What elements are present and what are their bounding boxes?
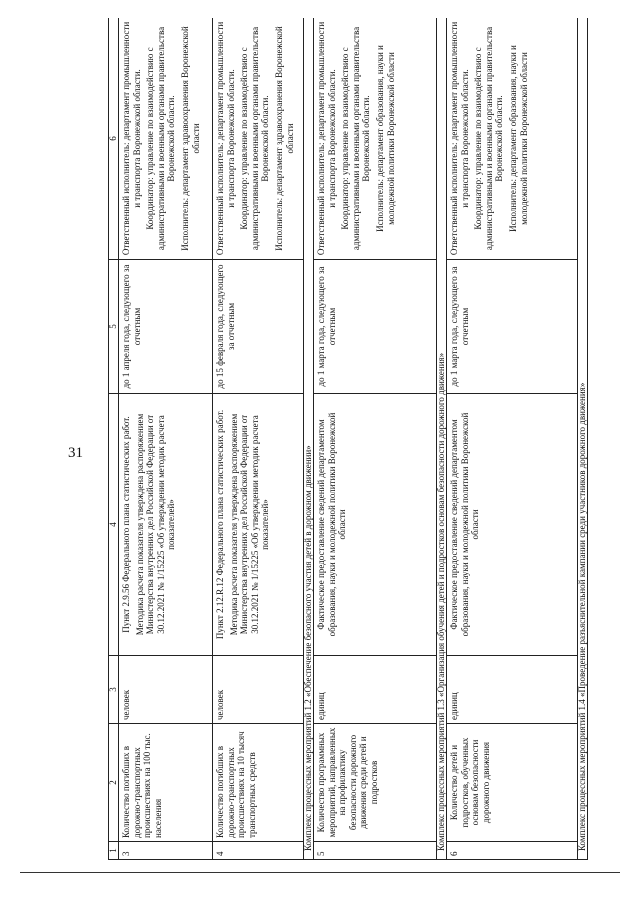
row-number: 5	[314, 842, 437, 860]
method-paragraph: Фактическое предоставление сведений департаментом образования, науки и молодежной политики Воронежской области	[449, 412, 481, 637]
table-row	[119, 18, 213, 860]
section-row	[304, 18, 314, 860]
responsible-paragraph: Исполнитель: департамент образования, науки и молодежной политики Воронежской области	[375, 45, 396, 232]
section-row	[578, 18, 588, 860]
indicator-name: Количество погибших в дорожно-транспортных происшествиях на 100 тыс. населения	[119, 724, 213, 842]
row-number: 3	[119, 842, 213, 860]
section-heading: Комплекс процессных мероприятий 1.2 «Обеспечение безопасного участия детей в дорожном движении»	[304, 18, 314, 860]
method-paragraph: Методика расчета показателя утверждена распоряжением Министерства внутренних дел Российской Федерации от 30.12.2021 № 1/15225 «Об утверждении методик расчета показателей»	[134, 413, 177, 636]
method-paragraph: Фактическое предоставление сведений департаментом образования, науки и молодежной политики Воронежской области	[316, 412, 348, 637]
deadline-cell: до 15 февраля года, следующего за отчетным	[213, 260, 304, 394]
responsible-cell	[447, 18, 578, 260]
unit-cell: человек	[213, 656, 304, 724]
header-cell: 4	[109, 394, 119, 656]
unit-cell: человек	[119, 656, 213, 724]
method-paragraph: Пункт 2.9.56 Федерального плана статистических работ.	[121, 416, 131, 633]
table-row	[314, 18, 437, 860]
method-cell	[314, 394, 437, 656]
responsible-paragraph: Исполнитель: департамент здравоохранения Воронежской области	[180, 26, 201, 251]
responsible-paragraph: Ответственный исполнитель: департамент промышленности и транспорта Воронежской области.	[316, 21, 337, 256]
responsible-paragraph: Ответственный исполнитель: департамент промышленности и транспорта Воронежской области.	[215, 21, 236, 256]
deadline-cell: до 1 апреля года, следующего за отчетным	[119, 260, 213, 394]
page-number: 31	[68, 445, 83, 461]
responsible-paragraph: Координатор: управление по взаимодействию с административными и военными органами правительства Воронежской области.	[145, 26, 177, 251]
responsible-paragraph: Координатор: управление по взаимодействию с административными и военными органами правительства Воронежской области.	[340, 26, 372, 251]
section-row	[437, 18, 447, 860]
responsible-paragraph: Ответственный исполнитель: департамент промышленности и транспорта Воронежской области.	[449, 21, 470, 256]
responsible-paragraph: Ответственный исполнитель: департамент промышленности и транспорта Воронежской области.	[121, 21, 142, 256]
header-cell: 1	[109, 842, 119, 860]
method-paragraph: Пункт 2.12.R.12 Федерального плана статистических работ.	[215, 409, 225, 640]
responsible-paragraph: Исполнитель: департамент образования, науки и молодежной политики Воронежской области	[508, 45, 529, 232]
indicator-name: Количество детей и подростков, обученных основам безопасности дорожного движения	[447, 724, 578, 842]
header-cell: 5	[109, 260, 119, 394]
header-cell: 3	[109, 656, 119, 724]
table-row	[213, 18, 304, 860]
row-number: 4	[213, 842, 304, 860]
indicators-table	[108, 18, 588, 860]
responsible-cell	[314, 18, 437, 260]
section-heading: Комплекс процессных мероприятий 1.4 «Проведение разъяснительной кампании среди участников дорожного движения»	[578, 18, 588, 860]
responsible-cell	[119, 18, 213, 260]
unit-cell: единиц	[447, 656, 578, 724]
header-row	[109, 18, 119, 860]
indicator-name: Количество погибших в дорожно-транспортных происшествиях на 10 тысяч транспортных средств	[213, 724, 304, 842]
method-paragraph: Методика расчета показателя утверждена распоряжением Министерства внутренних дел Российской Федерации от 30.12.2021 № 1/15225 «Об утверждении методик расчета показателей»	[228, 413, 271, 636]
page-bottom-rule	[20, 872, 620, 873]
table-wrapper	[108, 18, 628, 860]
deadline-cell: до 1 марта года, следующего за отчетным	[314, 260, 437, 394]
row-number: 6	[447, 842, 578, 860]
responsible-paragraph: Исполнитель: департамент здравоохранения Воронежской области	[274, 26, 295, 251]
method-cell	[447, 394, 578, 656]
unit-cell: единиц	[314, 656, 437, 724]
responsible-paragraph: Координатор: управление по взаимодействию с административными и военными органами правительства Воронежской области.	[473, 26, 505, 251]
header-cell: 6	[109, 18, 119, 260]
responsible-cell	[213, 18, 304, 260]
header-cell: 2	[109, 724, 119, 842]
section-heading: Комплекс процессных мероприятий 1.3 «Организация обучения детей и подростков основам безопасности дорожного движения»	[437, 18, 447, 860]
table-row	[447, 18, 578, 860]
deadline-cell: до 1 марта года, следующего за отчетным	[447, 260, 578, 394]
responsible-paragraph: Координатор: управление по взаимодействию с административными и военными органами правительства Воронежской области.	[239, 26, 271, 251]
method-cell	[213, 394, 304, 656]
indicator-name: Количество программных мероприятий, направленных на профилактику безопасности дорожного движения среди детей и подростков	[314, 724, 437, 842]
method-cell	[119, 394, 213, 656]
rotated-table-area	[108, 18, 628, 860]
